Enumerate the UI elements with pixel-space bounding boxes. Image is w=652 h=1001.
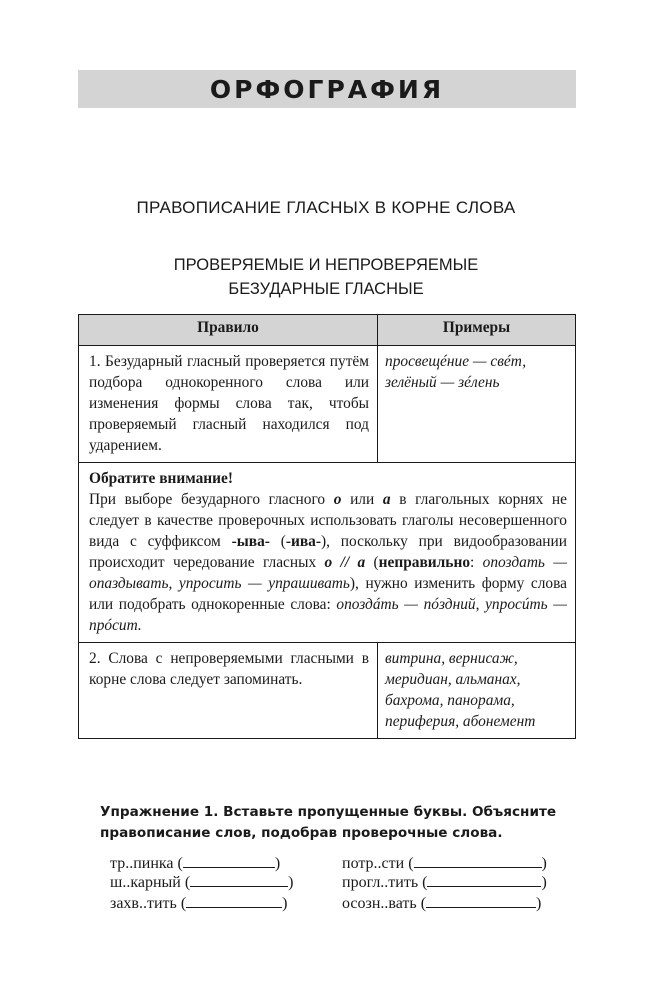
exercise-item: тр..пинка ( )	[110, 855, 281, 872]
note-heading: Обратите внимание!	[89, 470, 234, 487]
note-text: При выборе безударного гласного о или а в глагольных корнях не следует в качестве проверочных использовать глаголы несовершенного вида с суффиксом -ыва- (-ива-), поскольку при видообразовании происходит чередование гласных о // а (неправильно: опоздать — опаздывать, упросить — упрашивать), нужно изменить форму слова или подобрать однокоренные слова: опоздáть — пóздний, упросúть — прóсит.	[89, 491, 567, 634]
rule-2-text: 2. Слова с непроверяемыми гласными в корне слова следует запоминать.	[79, 643, 378, 739]
example-line: меридиан, альманах,	[385, 671, 521, 688]
example-line: зелёный — зéлень	[385, 374, 500, 391]
header-examples: Примеры	[378, 315, 576, 346]
exercise-title: Упражнение 1. Вставьте пропущенные буквы. Объясните правописание слов, подобрав проверочные слова.	[100, 804, 557, 841]
example-line: бахрома, панорама,	[385, 692, 515, 709]
section-title: ПРАВОПИСАНИЕ ГЛАСНЫХ В КОРНЕ СЛОВА	[136, 198, 516, 217]
exercise-item: ш..карный ( )	[110, 874, 294, 891]
chapter-header-bar	[78, 70, 576, 108]
table-row	[79, 463, 576, 643]
rule-2-examples	[378, 643, 576, 739]
example-line: просвещéние — свéт,	[385, 353, 527, 370]
exercise-item: прогл..тить ( )	[342, 874, 547, 891]
exercise-item: потр..сти ( )	[342, 855, 547, 872]
example-line: периферия, абонемент	[385, 713, 536, 730]
answer-blank[interactable]	[426, 907, 536, 908]
chapter-title: ОРФОГРАФИЯ	[209, 74, 445, 104]
answer-blank[interactable]	[427, 886, 541, 887]
attention-note	[79, 463, 576, 643]
subsection-title-line-2: БЕЗУДАРНЫЕ ГЛАСНЫЕ	[228, 280, 424, 298]
answer-blank[interactable]	[190, 886, 288, 887]
exercise-item: захв..тить ( )	[110, 895, 288, 912]
answer-blank[interactable]	[414, 867, 542, 868]
example-line: витрина, вернисаж,	[385, 650, 518, 667]
rules-table	[78, 314, 576, 739]
rule-1-text: 1. Безударный гласный проверяется путём подбора однокоренного слова или изменения формы слова так, чтобы проверяемый гласный находился под ударением.	[79, 346, 378, 463]
subsection-title-line-1: ПРОВЕРЯЕМЫЕ И НЕПРОВЕРЯЕМЫЕ	[173, 256, 479, 274]
table-row	[79, 643, 576, 739]
table-header-row	[79, 315, 576, 346]
exercise-item: осозн..вать ( )	[342, 895, 542, 912]
answer-blank[interactable]	[186, 907, 282, 908]
header-rule: Правило	[79, 315, 378, 346]
rule-1-examples	[378, 346, 576, 463]
table-row	[79, 346, 576, 463]
subsection-title	[0, 253, 652, 301]
answer-blank[interactable]	[183, 867, 275, 868]
